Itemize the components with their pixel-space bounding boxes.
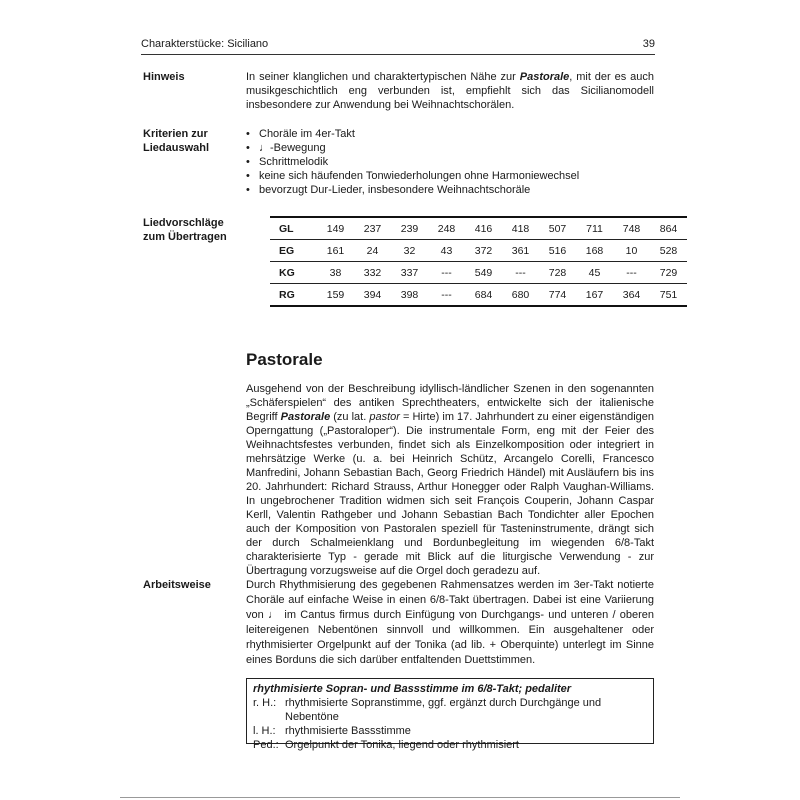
- list-item: • Schrittmelodik: [246, 155, 579, 169]
- instruction-box: [246, 678, 654, 751]
- row-label: GL: [279, 222, 294, 235]
- table-cell: 32: [403, 244, 416, 257]
- table-cell: 168: [585, 244, 604, 257]
- list-item: • bevorzugt Dur-Lieder, insbesondere Weihnachtschoräle: [246, 183, 579, 197]
- table-cell: 149: [326, 222, 345, 235]
- row-label: RG: [279, 288, 295, 301]
- row-label: KG: [279, 266, 295, 279]
- box-row: r. H.: rhythmisierte Sopranstimme, ggf. ergänzt durch Durchgänge und Nebentöne: [253, 697, 602, 723]
- footer-rule: [120, 797, 680, 798]
- list-item: • Choräle im 4er-Takt: [246, 127, 579, 141]
- table-cell: 43: [440, 244, 453, 257]
- table-cell: 774: [548, 288, 567, 301]
- table-cell: 394: [363, 288, 382, 301]
- box-row: l. H.: rhythmisierte Bassstimme: [253, 725, 411, 737]
- arbeitsweise-label: Arbeitsweise: [143, 579, 211, 591]
- box-title: rhythmisierte Sopran- und Bassstimme im 6/8-Takt; pedaliter: [253, 683, 572, 695]
- table-cell: 549: [474, 266, 493, 279]
- table-cell: 864: [659, 222, 678, 235]
- table-cell: ---: [441, 266, 452, 279]
- table-cell: 248: [437, 222, 456, 235]
- table-cell: 10: [625, 244, 638, 257]
- table-cell: 711: [586, 222, 603, 235]
- table-cell: 159: [326, 288, 345, 301]
- table-cell: 372: [474, 244, 493, 257]
- table-cell: 507: [548, 222, 567, 235]
- kriterien-list: [246, 127, 579, 197]
- table-cell: 45: [588, 266, 601, 279]
- table-row: [270, 217, 687, 240]
- table-row: [270, 284, 687, 307]
- hinweis-text: In seiner klanglichen und charaktertypischen Nähe zur Pastorale, mit der es auch musikgeschichtlich eng verbunden ist, empfiehlt sich das Sicilianomodell insbesondere zur Anwendung bei Weihnachtschorälen.: [246, 71, 654, 111]
- table-cell: 332: [363, 266, 382, 279]
- table-cell: 728: [548, 266, 567, 279]
- box-row: Ped.: Orgelpunkt der Tonika, liegend oder rhythmisiert: [253, 739, 519, 751]
- table-cell: 38: [329, 266, 342, 279]
- header-rule: [141, 54, 655, 55]
- running-title: Charakterstücke: Siciliano: [141, 38, 269, 50]
- table-cell: 337: [400, 266, 419, 279]
- table-cell: 751: [659, 288, 678, 301]
- table-cell: 24: [366, 244, 379, 257]
- table-cell: 239: [400, 222, 419, 235]
- table-row: [270, 240, 687, 262]
- table-cell: ---: [515, 266, 526, 279]
- kriterien-label: Kriterien zur Liedauswahl: [143, 128, 210, 154]
- table-cell: 161: [326, 244, 345, 257]
- table-cell: 364: [622, 288, 641, 301]
- table-cell: 528: [659, 244, 678, 257]
- row-label: EG: [279, 244, 295, 257]
- table-cell: 167: [585, 288, 604, 301]
- table-row: [270, 262, 687, 284]
- section-heading-pastorale: Pastorale: [246, 350, 323, 369]
- table-cell: 516: [548, 244, 567, 257]
- liedvorschlaege-label: Liedvorschläge zum Übertragen: [143, 217, 227, 243]
- page-number: 39: [642, 38, 655, 50]
- table-cell: 418: [511, 222, 530, 235]
- table-cell: 237: [363, 222, 382, 235]
- table-cell: ---: [441, 288, 452, 301]
- table-cell: ---: [626, 266, 637, 279]
- list-item: • ♩-Bewegung: [246, 141, 579, 155]
- list-item: • keine sich häufenden Tonwiederholungen ohne Harmoniewechsel: [246, 169, 579, 183]
- hinweis-label: Hinweis: [143, 71, 185, 83]
- table-cell: 748: [622, 222, 641, 235]
- pastorale-text: Ausgehend von der Beschreibung idyllisch-ländlicher Szenen in den sogenannten „Schäferspielen“ des antiken Sprechtheaters, entwickelte sich der italienische Begriff Pastorale (zu lat. pastor = Hirte) im 17. Jahrhundert zu einer eigenständigen Operngattung („Pastoraloper“). Die instrumentale Form, eng mit der Feier des Weihnachtsfestes verbunden, findet sich als Einzelkomposition oder integriert in mehrsätzige Werke (u. a. bei Heinrich Schütz, Arcangelo Corelli, Francesco Manfredini, Johann Sebastian Bach, Georg Friedrich Händel) mit Ausläufern bis ins 20. Jahrhundert: Richard Strauss, Arthur Honegger oder Ralph Vaughan-Williams. In ungebrochener Tradition widmen sich seit François Couperin, Johann Caspar Kerll, Valentin Rathgeber und Johann Sebastian Bach Tondichter aller Epochen auch der Komposition von Pastoralen speziell für Tasteninstrumente, drängt sich der durch Schalmeienklang und Bordunbegleitung im wiegenden 6/8-Takt charakterisierte Typ - gerade mit Blick auf die liturgische Verwendung - zur Übertragung vorzugsweise auf die Orgel doch geradezu auf.: [246, 383, 654, 577]
- table-cell: 680: [511, 288, 530, 301]
- table-cell: 684: [474, 288, 493, 301]
- song-table: [270, 216, 687, 307]
- table-cell: 398: [400, 288, 419, 301]
- table-cell: 416: [474, 222, 493, 235]
- arbeitsweise-text: Durch Rhythmisierung des gegebenen Rahmensatzes werden im 3er-Takt notierte Choräle auf einfache Weise in einen 6/8-Takt übertragen. Dabei ist eine Variierung von ♩ im Cantus firmus durch Einfügung von Durchgangs- und unteren / oberen leitereigenen Nebentönen sinnvoll und willkommen. Ein ausgehaltener oder rhythmisierter Orgelpunkt auf der Tonika (ad lib. + Oberquinte) unterlegt im Sinne eines Borduns die sich darüber entfaltenden Duettstimmen.: [246, 579, 654, 666]
- table-cell: 361: [511, 244, 530, 257]
- table-cell: 729: [659, 266, 678, 279]
